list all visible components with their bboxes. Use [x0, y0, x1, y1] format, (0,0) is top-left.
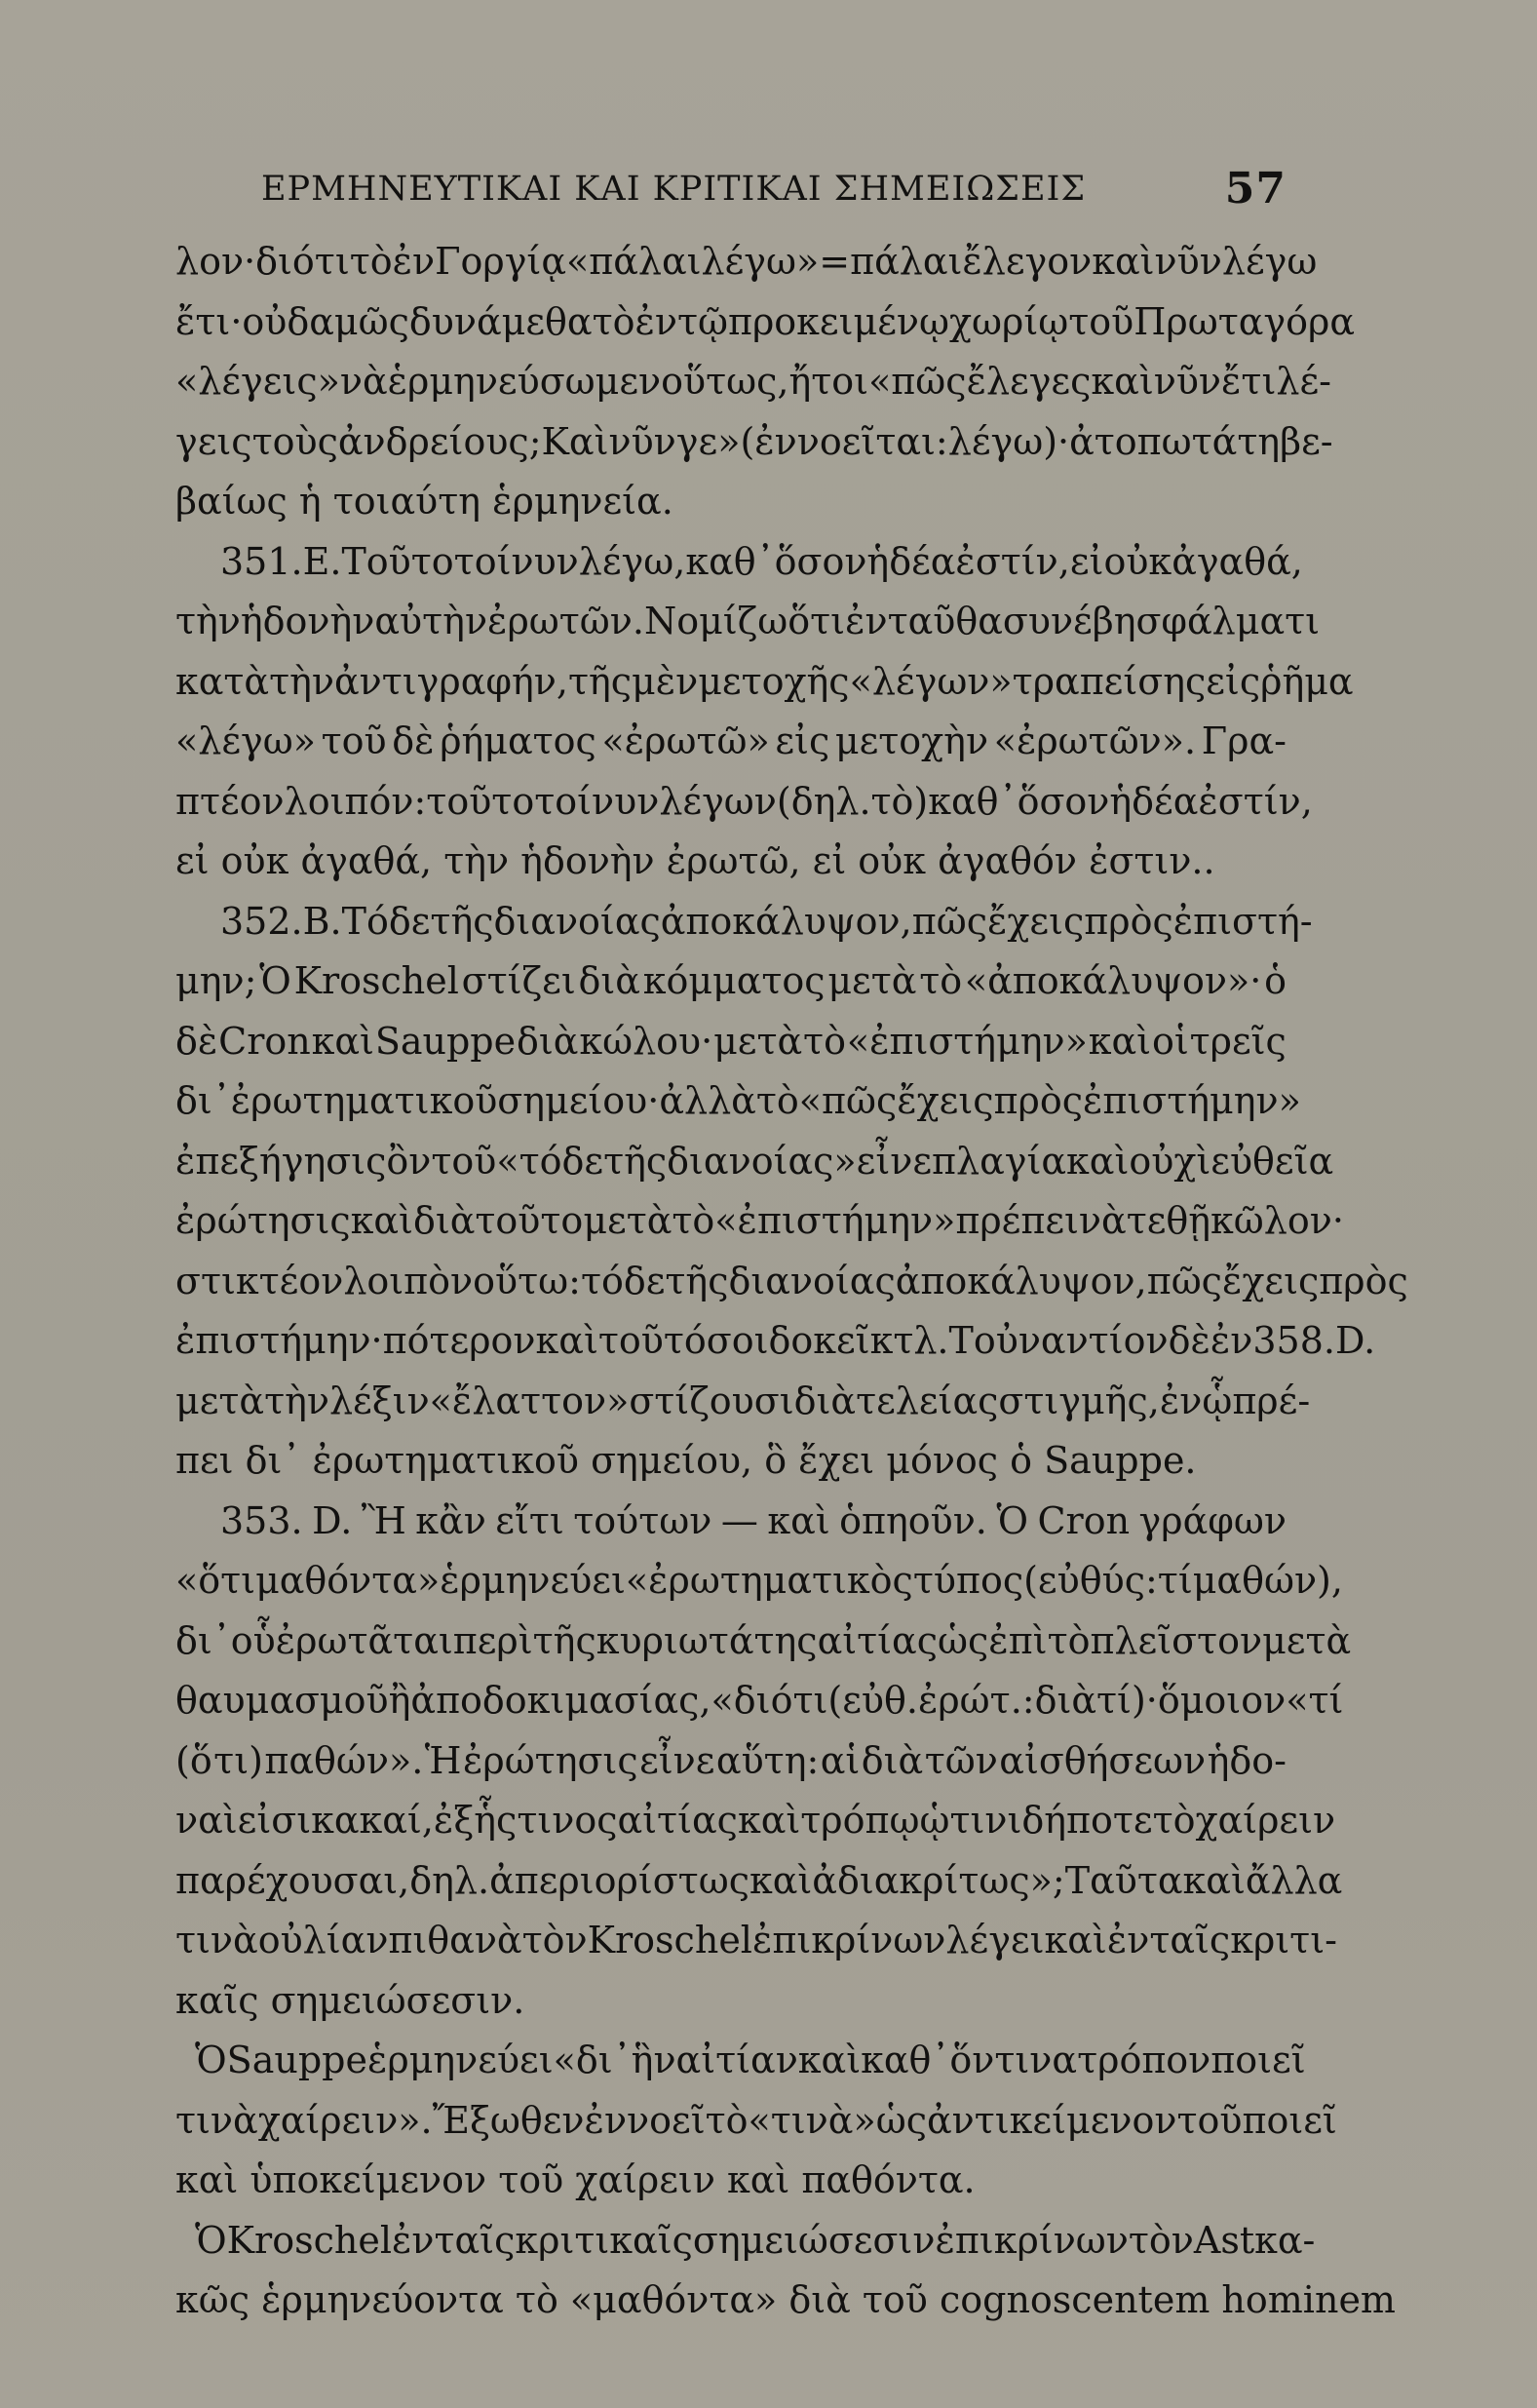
text-line: ἐπιστήμην· πότερον καὶ τοῦτό σοι δοκεῖ κτλ. Τοὐναντίον δὲ ἐν 358.D.: [175, 1319, 1376, 1362]
text-line: «ὅτι μαθόντα» ἑρμηνεύει «ἐρωτηματικὸς τύπος (εὐθύς: τί μαθών),: [175, 1559, 1343, 1602]
text-line: ἐπεξήγησις ὂν τοῦ «τόδε τῆς διανοίας» εἶνε πλαγία καὶ οὐχὶ εὐθεῖα: [175, 1139, 1334, 1183]
text-line: θαυμασμοῦ ἢ ἀποδοκιμασίας, «διότι (εὐθ. ἐρώτ.: διὰ τί)· ὅμοιον «τί: [175, 1679, 1344, 1722]
text-line: μετὰ τὴν λέξιν «ἔλαττον» στίζουσι διὰ τελείας στιγμῆς, ἐν ᾧ πρέ-: [175, 1379, 1311, 1422]
text-line: παρέχουσαι, δηλ. ἀπεριορίστως καὶ ἀδιακρίτως»; Ταῦτα καὶ ἄλλα: [175, 1858, 1343, 1902]
text-line: λον· διότι τὸ ἐν Γοργίᾳ «πάλαι λέγω» = πάλαι ἔλεγον καὶ νῦν λέγω: [175, 240, 1318, 283]
text-line: «λέγω» τοῦ δὲ ῥήματος «ἐρωτῶ» εἰς μετοχὴν «ἐρωτῶν». Γρα-: [175, 719, 1287, 762]
text-line: κῶς ἑρμηνεύοντα τὸ «μαθόντα» διὰ τοῦ cognoscentem hominem: [175, 2278, 1396, 2321]
text-line: 353. D. Ἢ κἂν εἴτι τούτων — καὶ ὁπηοῦν. Ὁ Cron γράφων: [220, 1498, 1287, 1542]
text-line: μην; Ὁ Kroschel στίζει διὰ κόμματος μετὰ τὸ «ἀποκάλυψον»· ὁ: [175, 959, 1287, 1002]
text-line: κατὰ τὴν ἀντιγραφήν, τῆς μὲν μετοχῆς «λέγων» τραπείσης εἰς ῥῆμα: [175, 659, 1354, 703]
running-title: ΕΡΜΗΝΕΥΤΙΚΑΙ ΚΑΙ ΚΡΙΤΙΚΑΙ ΣΗΜΕΙΩΣΕΙΣ: [261, 170, 1087, 209]
page-header: [261, 164, 1287, 222]
text-line: 351. E. Τοῦτο τοίνυν λέγω, καθ᾽ ὅσον ἡδέα ἐστίν, εἰ οὐκ ἀγαθά,: [220, 539, 1303, 583]
text-line: καὶ ὑποκείμενον τοῦ χαίρειν καὶ παθόντα.: [175, 2158, 976, 2201]
text-line: εἰ οὐκ ἀγαθά, τὴν ἡδονὴν ἐρωτῶ, εἰ οὐκ ἀγαθόν ἐστιν..: [175, 839, 1215, 882]
text-line: δι᾽ οὗ ἐρωτᾶται περὶ τῆς κυριωτάτης αἰτίας ὡς ἐπὶ τὸ πλεῖστον μετὰ: [175, 1618, 1352, 1662]
text-line: δὲ Cron καὶ Sauppe διὰ κώλου· μετὰ τὸ «ἐπιστήμην» καὶ οἱ τρεῖς: [175, 1019, 1287, 1063]
text-line: Ὁ Sauppe ἑρμηνεύει «δι᾽ ἣν αἰτίαν καὶ καθ᾽ ὅντινα τρόπον ποιεῖ: [195, 2039, 1306, 2081]
text-line: «λέγεις» νὰ ἑρμηνεύσωμεν οὕτως, ἤτοι «πῶς ἔλεγες καὶ νῦν ἔτι λέ-: [175, 360, 1331, 403]
text-line: (ὅ τι) παθών». Ἡ ἐρώτησις εἶνε αὕτη: αἱ διὰ τῶν αἰσθήσεων ἡδο-: [175, 1738, 1287, 1782]
text-line: τινὰ οὐ λίαν πιθανὰ τὸν Kroschel ἐπικρίνων λέγει καὶ ἐν ταῖς κριτι-: [175, 1919, 1337, 1961]
text-line: ἔτι· οὐδαμῶς δυνάμεθα τὸ ἐν τῷ προκειμένῳ χωρίῳ τοῦ Πρωταγόρα: [175, 299, 1355, 343]
text-line: δι᾽ ἐρωτηματικοῦ σημείου· ἀλλὰ τὸ «πῶς ἔχεις πρὸς ἐπιστήμην»: [175, 1079, 1301, 1122]
text-line: γεις τοὺς ἀνδρείους; Καὶ νῦν γε» (ἐννοεῖται: λέγω)· ἀτοπωτάτη βε-: [175, 419, 1333, 463]
text-line: ἐρώτησις καὶ διὰ τοῦτο μετὰ τὸ «ἐπιστήμην» πρέπει νὰ τεθῇ κῶλον·: [175, 1199, 1344, 1242]
text-line: τὴν ἡδονὴν αὐτὴν ἐρωτῶν. Νομίζω ὅτι ἐνταῦθα συνέβη σφάλμα τι: [175, 600, 1321, 642]
body-text: [175, 232, 1408, 2331]
text-line: τινὰ χαίρειν». Ἔξωθεν ἐννοεῖ τὸ «τινὰ» ὡς ἀντικείμενον τοῦ ποιεῖ: [175, 2098, 1337, 2142]
text-line: 352. B. Τόδε τῆς διανοίας ἀποκάλυψον, πῶς ἔχεις πρὸς ἐπιστή-: [220, 899, 1313, 943]
text-line: πτέον λοιπόν: τοῦτο τοίνυν λέγων (δηλ. τὸ) καθ᾽ ὅσον ἡδέα ἐστίν,: [175, 779, 1313, 823]
text-line: καῖς σημειώσεσιν.: [175, 1978, 525, 2022]
text-line: πει δι᾽ ἐρωτηματικοῦ σημείου, ὃ ἔχει μόνος ὁ Sauppe.: [175, 1439, 1197, 1482]
text-line: ναὶ εἰσι κακαί, ἐξ ἧς τινος αἰτίας καὶ τρόπῳ ᾡτινιδήποτε τὸ χαίρειν: [175, 1799, 1336, 1842]
page-number: 57: [1224, 164, 1287, 214]
text-line: στικτέον λοιπὸν οὕτω: τόδε τῆς διανοίας ἀποκάλυψον, πῶς ἔχεις πρὸς: [175, 1259, 1408, 1302]
text-line: βαίως ἡ τοιαύτη ἑρμηνεία.: [175, 480, 673, 523]
text-line: Ὁ Kroschel ἐν ταῖς κριτικαῖς σημειώσεσιν ἐπικρίνων τὸν Ast κα-: [195, 2218, 1316, 2262]
